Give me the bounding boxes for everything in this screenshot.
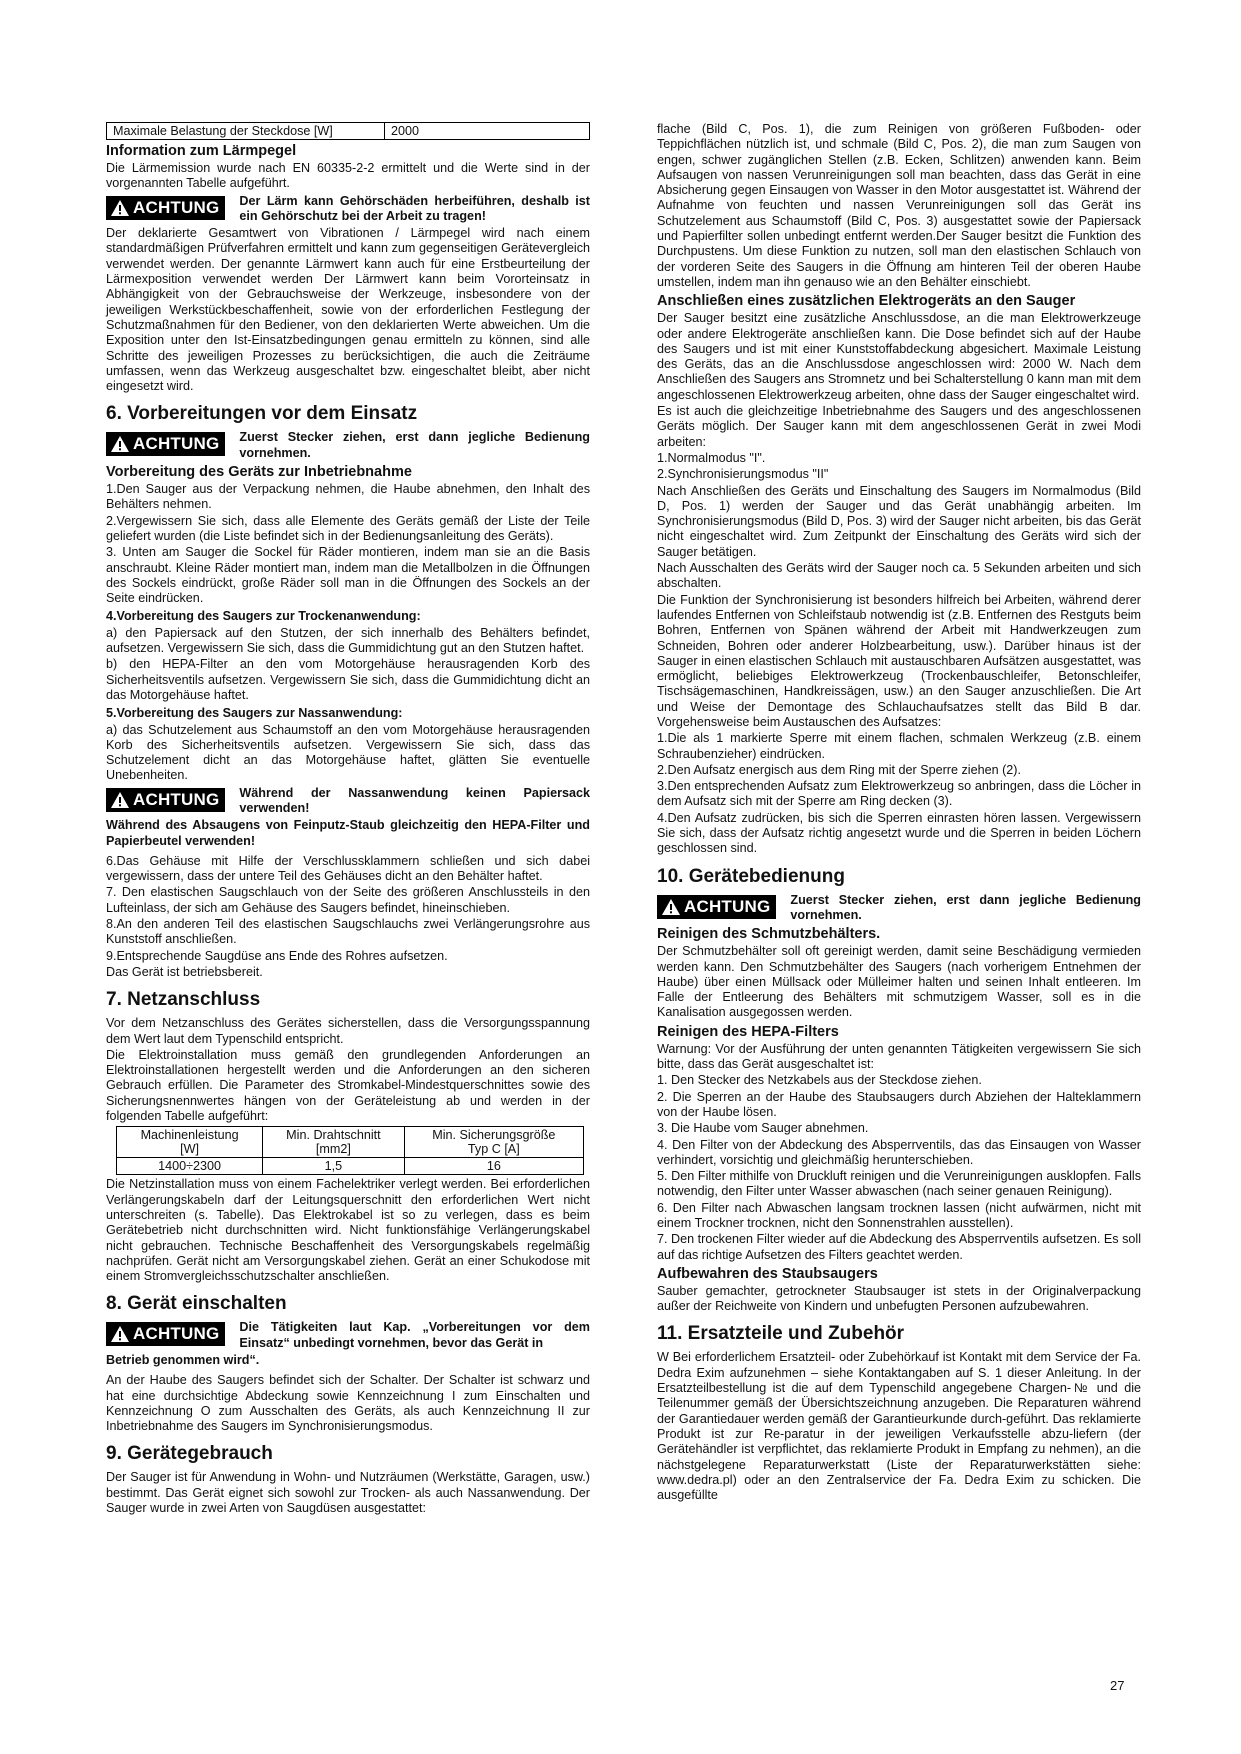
hepa-step-7: 7. Den trockenen Filter wieder auf die Abdeckung des Absperrventils aufsetzen. Es soll auf das richtige Aufsetzen des Filters geachtet werden. — [657, 1232, 1141, 1262]
noise-warning-text: Der Lärm kann Gehörschäden herbeiführen, deshalb ist ein Gehörschutz bei der Arbeit zu tragen! — [239, 193, 590, 223]
connect-step-1: 1.Die als 1 markierte Sperre mit einem flachen, schmalen Werkzeug (z.B. einem Schraubenzieher) eindrücken. — [657, 731, 1141, 761]
warning-badge-label: ACHTUNG — [133, 1324, 220, 1344]
section-6-step-1: 1.Den Sauger aus der Verpackung nehmen, die Haube abnehmen, den Inhalt des Behälters nehmen. — [106, 482, 590, 512]
dry-use-heading: 4.Vorbereitung des Saugers zur Trockenanwendung: — [106, 609, 421, 624]
section-6-subheading: Vorbereitung des Geräts zur Inbetriebnahme — [106, 464, 412, 481]
warning-triangle-icon — [110, 1325, 130, 1343]
storage-paragraph: Sauber gemachter, getrockneter Staubsauger ist stets in der Originalverpackung außer der Reichweite von Kindern und unbefugten Personen aufzubewahren. — [657, 1283, 1141, 1314]
noise-warning — [106, 194, 590, 225]
connect-paragraph-5: Die Funktion der Synchronisierung ist besonders hilfreich bei Arbeiten, während derer laufendes Entfernen von Schleifstaub notwendig ist (z.B. Entfernen des Restguts beim Bohren, Entfernen von Spänen während der Arbeit mit Handwerkzeugen zum Schneiden, Bohren oder anderer Holzbearbeitung, usw.). Darüber hinaus ist der Sauger in einen elastischen Schlauch mit austauschbaren Aufsätzen ausgestattet, was ermöglicht, beliebiges Elektrowerkzeug (Trockenbauschleifer, Betonschleifer, Tischsägemaschinen, Handkreissägen, usw.) an den Sauger anzuschließen. Die Art und Weise der Demontage des Schlauchaufsatzes stellt das Bild B dar. Vorgehensweise beim Austauschen des Aufsatzes: — [657, 592, 1141, 729]
section-6-step-8: 8.An den anderen Teil des elastischen Saugschlauchs zwei Verlängerungsrohre aus Kunststoff anschließen. — [106, 917, 590, 947]
section-11-paragraph: W Bei erforderlichem Ersatzteil- oder Zubehörkauf ist Kontakt mit dem Service der Fa. Dedra Exim aufzunehmen – siehe Kontaktangaben auf S. 1 dieser Anleitung. In der Ersatzteilbestellung ist die auf dem Typenschild angegebene Chargen-№ und die Teilenummer gemäß der Übersichtszeichnung anzugeben. Die Reparaturen während der Garantiedauer werden gemäß der Garantieurkunde durch-geführt. Das reklamierte Produkt ist zur Re-paratur in der jeweiligen Verkaufsstelle abzu-liefern (der Gerätehändler ist verpflichtet, das reklamierte Produkt in Empfang zu nehmen), an die nächstgelegene Reparaturwerkstatt (Liste der Reparaturwerkstätten siehe: www.dedra.pl) oder an den Zentralservice der Fa. Dedra Exim zu schicken. Die ausgefüllte — [657, 1350, 1141, 1503]
section-8-heading: 8. Gerät einschalten — [106, 1293, 287, 1315]
dry-use-a: a) den Papiersack auf den Stutzen, der sich innerhalb des Behälters befindet, aufsetzen. Vergewissern Sie sich, dass die Gummidichtung gut an den Stutzen haftet. — [106, 625, 590, 656]
cable-row-wire: 1,5 — [263, 1158, 405, 1175]
cable-table-header-fuse — [404, 1127, 583, 1158]
section-8-paragraph: An der Haube des Saugers befindet sich der Schalter. Der Schalter ist schwarz und hat eine durchsichtige Abdeckung sowie Kennzeichnung I zum Einschalten und Kennzeichnung O zum Ausschalten des Geräts, als auch Kennzeichnung II zur Inbetriebnahme des Saugers im Synchronisierungsmodus. — [106, 1373, 590, 1434]
page-number: 27 — [1110, 1678, 1125, 1693]
hepa-step-5: 5. Den Filter mithilfe von Druckluft reinigen und die Verunreinigungen ausklopfen. Falls notwendig, den Filter unter Wasser abwaschen (nach seiner genauen Reinigung). — [657, 1169, 1141, 1199]
hepa-step-1: 1. Den Stecker des Netzkabels aus der Steckdose ziehen. — [657, 1073, 982, 1088]
section-7-heading: 7. Netzanschluss — [106, 989, 261, 1011]
section-11-heading: 11. Ersatzteile und Zubehör — [657, 1323, 905, 1345]
section-10-heading: 10. Gerätebedienung — [657, 865, 845, 887]
section-8-warning-continued: Betrieb genommen wird“. — [106, 1353, 260, 1367]
section-10-warning-text: Zuerst Stecker ziehen, erst dann jegliche Bedienung vornehmen. — [790, 892, 1141, 922]
section-6-heading: 6. Vorbereitungen vor dem Einsatz — [106, 403, 418, 425]
wet-use-warning-text: Während der Nassanwendung keinen Papiersack verwenden! — [239, 785, 590, 815]
section-9-paragraph: Der Sauger ist für Anwendung in Wohn- und Nutzräumen (Werkstätte, Garagen, usw.) bestimmt. Das Gerät eignet sich sowohl zur Trocken- als auch Nassanwendung. Der Sauger wurde in zwei Arten von Saugdüsen ausgestattet: — [106, 1470, 590, 1516]
connect-paragraph-3: Nach Anschließen des Geräts und Einschaltung des Saugers im Normalmodus (Bild D, Pos. 1) werden der Sauger und das Gerät unabhängig arbeiten. Im Synchronisierungsmodus (Bild D, Pos. 3) wird der Sauger nicht arbeiten, bis das Gerät nicht eingeschaltet wird. Zum Zeitpunkt der Einschaltung des Geräts wird sich der Sauger betätigen. — [657, 483, 1141, 559]
warning-badge — [106, 788, 225, 812]
cable-table-header-wire — [263, 1127, 405, 1158]
warning-badge — [106, 432, 225, 456]
table-row — [117, 1158, 584, 1175]
dry-use-b: b) den HEPA-Filter an den vom Motorgehäuse herausragenden Korb des Sicherheitsventils aufsetzen. Vergewissern Sie sich, dass die Gummidichtung dicht an das Motorgehäuse haftet. — [106, 657, 590, 702]
warning-badge — [657, 895, 776, 919]
right-column — [657, 122, 1141, 1504]
warning-badge-label: ACHTUNG — [133, 789, 220, 809]
socket-load-table — [106, 122, 590, 140]
hepa-step-6: 6. Den Filter nach Abwaschen langsam trocknen lassen (nicht aufwärmen, nicht mit einem Trockner trocknen, nicht den Sonnenstrahlen ausstellen). — [657, 1200, 1141, 1230]
connect-step-2: 2.Den Aufsatz energisch aus dem Ring mit der Sperre ziehen (2). — [657, 762, 1022, 777]
noise-paragraph-1: Die Lärmemission wurde nach EN 60335-2-2 ermittelt und die Werte sind in der vorgenannten Tabelle aufgeführt. — [106, 161, 590, 191]
wet-use-a: a) das Schutzelement aus Schaumstoff an den vom Motorgehäuse herausragenden Korb des Sicherheitsventils aufsetzen. Vergewissern Sie sich, dass das Schutzelement dicht an das Motorgehäuse haftet, glätten Sie eventuelle Unebenheiten. — [106, 722, 590, 783]
section-6-step-6: 6.Das Gehäuse mit Hilfe der Verschlussklammern schließen und sich dabei vergewissern, dass der untere Teil des Gehäuses dicht an den Behälter haftet. — [106, 853, 590, 884]
connect-paragraph-2: Es ist auch die gleichzeitige Inbetriebnahme des Saugers und des angeschlossenen Geräts möglich. Der Sauger kann mit dem angeschlossenen Gerät in zwei Modi arbeiten: — [657, 404, 1141, 449]
section-6-warning-text: Zuerst Stecker ziehen, erst dann jegliche Bedienung vornehmen. — [239, 430, 590, 460]
wet-use-heading: 5.Vorbereitung des Saugers zur Nassanwendung: — [106, 706, 403, 721]
connect-heading: Anschließen eines zusätzlichen Elektrogeräts an den Sauger — [657, 293, 1076, 310]
section-7-paragraph-2: Die Elektroinstallation muss gemäß den grundlegenden Anforderungen an Elektroinstallationen hergestellt werden und die Anforderungen an den sicheren Gebrauch erfüllen. Die Parameter des Stromkabel-Mindestquerschnittes sowie des Sicherungsnennwertes hängen von der Geräteleistung ab und werden in der folgenden Tabelle aufgeführt: — [106, 1047, 590, 1124]
nozzle-paragraph: flache (Bild C, Pos. 1), die zum Reinigen von größeren Fußboden- oder Teppichflächen nützlich ist, und schmale (Bild C, Pos. 2), die man zum Saugen von engen, schwer zugänglichen Stellen (z.B. Ecken, Schlitzen) anwenden kann. Beim Aufsaugen von nassen Verunreinigungen soll man beachten, dass das Gerät in eine Absicherung gegen Einsaugen von Wasser in den Motor ausgestattet ist. Während der Aufnahme von feuchten und nassen Verunreinigungen soll das Gerät ins Schutzelement aus Schaumstoff (Bild C, Pos. 3) ausgestattet sowie der Papiersack und Papierfilter sollen unbedingt entfernt werden.Der Sauger besitzt die Funktion des Durchpustens. Um diese Funktion zu nutzen, soll man den elastischen Schlauch von der vorderen Seite des Saugers in die Öffnung am hinteren Teil der oberen Haube umstellen, indem man ihn genauso wie an den Behälter einschiebt. — [657, 122, 1141, 289]
hepa-warning: Warnung: Vor der Ausführung der unten genannten Tätigkeiten vergewissern Sie sich bitte, dass das Gerät ausgeschaltet ist: — [657, 1041, 1141, 1072]
connect-mode-2: 2.Synchronisierungsmodus "II" — [657, 467, 829, 482]
clean-container-heading: Reinigen des Schmutzbehälters. — [657, 926, 881, 943]
warning-badge-label: ACHTUNG — [133, 434, 220, 454]
socket-load-value: 2000 — [385, 123, 590, 140]
section-6-step-2: 2.Vergewissern Sie sich, dass alle Elemente des Geräts gemäß der Liste der Teile geliefert wurden (die Liste befindet sich in der Bedienungsanleitung des Geräts). — [106, 513, 590, 543]
warning-triangle-icon — [110, 435, 130, 453]
section-7-paragraph-1: Vor dem Netzanschluss des Gerätes sicherstellen, dass die Versorgungsspannung dem Wert laut dem Typenschild entspricht. — [106, 1016, 590, 1046]
cable-header-wire-line2: [mm2] — [315, 1142, 351, 1157]
section-9-heading: 9. Gerätegebrauch — [106, 1443, 273, 1465]
storage-heading: Aufbewahren des Staubsaugers — [657, 1265, 878, 1282]
warning-triangle-icon — [661, 898, 681, 916]
connect-paragraph-4: Nach Ausschalten des Geräts wird der Sauger noch ca. 5 Sekunden arbeiten und sich abschalten. — [657, 561, 1141, 591]
socket-load-label: Maximale Belastung der Steckdose [W] — [107, 123, 385, 140]
hepa-heading: Reinigen des HEPA-Filters — [657, 1023, 839, 1040]
section-7-paragraph-3: Die Netzinstallation muss von einem Fachelektriker verlegt werden. Bei erforderlichen Verlängerungskabeln darf der Leitungsquerschnitt den erforderlichen Wert nicht unterschreiten (s. Tabelle). Das Elektrokabel ist so zu verlegen, dass es beim Gerätebetrieb nicht durchschnitten wird. Nicht funktionsfähige Verlängerungskabel nicht gebrauchen. Technische Beschaffenheit des Versorgungskabels regelmäßig nachprüfen. Gerät nicht am Versorgungskabel ziehen. Gerät an einer Schukodose mit einem Stromvergleichsschutzschalter anschließen. — [106, 1177, 590, 1284]
warning-badge — [106, 196, 225, 220]
warning-triangle-icon — [110, 791, 130, 809]
section-10-warning — [657, 893, 1141, 924]
cable-header-fuse-line1: Min. Sicherungsgröße — [432, 1128, 556, 1143]
noise-heading: Information zum Lärmpegel — [106, 143, 297, 159]
noise-paragraph-2: Der deklarierte Gesamtwert von Vibrationen / Lärmpegel wird nach einem standardmäßigen Prüfverfahren ermittelt und kann zum gegenseitigen Gerätevergleich verwendet werden. Der genannte Lärmwert kann auch für eine Erstbeurteilung der Lärmexposition verwendet werden Der Lärmwert kann beim Vororteinsatz in Abhängigkeit von der Gebrauchsweise der Werkzeuge, insbesondere von der jeweiligen Werkstückbeschaffenheit, sowie von der erforderlichen Festlegung der Schutzmaßnahmen für den Bediener, von den deklarierten Werte abweichen. Um die Exposition unter den Ist-Einsatzbedingungen genau ermitteln zu können, sind alle Schritte des jeweiligen Prozesses zu berücksichtigen, die auch die Zeiträume umfassen, wenn das Werkzeug ausgeschaltet bzw. eingeschaltet bleibt, aber nicht eingesetzt wird. — [106, 226, 590, 394]
connect-mode-1: 1.Normalmodus "I". — [657, 450, 766, 465]
warning-badge-label: ACHTUNG — [133, 197, 220, 217]
cable-table-header-power — [117, 1127, 263, 1158]
cable-table — [116, 1126, 584, 1175]
cable-row-fuse: 16 — [404, 1158, 583, 1175]
section-6-step-9: 9.Entsprechende Saugdüse ans Ende des Rohres aufsetzen. — [106, 948, 448, 963]
warning-badge — [106, 1322, 225, 1346]
hepa-step-4: 4. Den Filter von der Abdeckung des Absperrventils, das das Einsaugen von Wasser verhindert, vorsichtig und gleichmäßig herunterschieben. — [657, 1137, 1141, 1167]
cable-header-wire-line1: Min. Drahtschnitt — [286, 1128, 381, 1143]
clean-container-paragraph: Der Schmutzbehälter soll oft gereinigt werden, damit seine Beschädigung vermieden werden kann. Den Schmutzbehälter des Saugers (nach vorherigem Entnehmen der Haube) über einen Müllsack oder Mülleimer halten und seinen Inhalt entleeren. Im Falle der Entleerung des Behälters mit schmutzigem Wasser, soll es in die Kanalisation ausgegossen werden. — [657, 944, 1141, 1020]
warning-badge-label: ACHTUNG — [684, 896, 771, 916]
connect-step-4: 4.Den Aufsatz zudrücken, bis sich die Sperren einrasten hören lassen. Vergewissern Sie sich, dass der Aufsatz richtig angesetzt wurde und die Sperren in beiden Löchern geschlossen sind. — [657, 810, 1141, 856]
section-6-ready: Das Gerät ist betriebsbereit. — [106, 964, 263, 979]
connect-paragraph-1: Der Sauger besitzt eine zusätzliche Anschlussdose, an die man Elektrowerkzeuge oder andere Elektrogeräte anschließen kann. Die Dose befindet sich auf der Haube des Saugers und ist mit einer Kunststoffabdeckung abgesichert. Maximale Leistung des Geräts, das an die Anschlussdose angeschlossen wird: 2000 W. Nach dem Anschließen des Saugers ans Stromnetz und bei Schalterstellung 0 kann man mit dem angeschlossenen Elektrowerkzeug arbeiten, ohne dass der Sauger eingeschaltet wird. — [657, 311, 1141, 402]
cable-header-power-line1: Machinenleistung — [140, 1128, 239, 1143]
connect-step-3: 3.Den entsprechenden Aufsatz zum Elektrowerkzeug so anbringen, dass die Löcher in dem Aufsatz sich mit der Sperre am Ring decken (3). — [657, 779, 1141, 809]
section-6-step-3: 3. Unten am Sauger die Sockel für Räder montieren, indem man sie an die Basis anschraubt. Kleine Räder montiert man, indem man die Metallbolzen in die Öffnungen des Sockels eindrückt, große Räder soll man in die Öffnungen des Sockels an der Seite eindrücken. — [106, 545, 590, 606]
section-8-warning-text: Die Tätigkeiten laut Kap. „Vorbereitungen vor dem Einsatz“ unbedingt vornehmen, bevor das Gerät in — [239, 1320, 590, 1350]
section-8-warning — [106, 1320, 590, 1351]
cable-header-power-line2: [W] — [180, 1142, 200, 1157]
hepa-step-3: 3. Die Haube vom Sauger abnehmen. — [657, 1121, 869, 1136]
section-6-step-7: 7. Den elastischen Saugschlauch von der Seite des größeren Anschlussteils in den Lufteinlass, der sich am Gehäuse des Saugers befindet, hineinschieben. — [106, 885, 590, 915]
cable-row-power: 1400÷2300 — [117, 1158, 263, 1175]
cable-header-fuse-line2: Typ C [A] — [467, 1142, 520, 1157]
hepa-step-2: 2. Die Sperren an der Haube des Staubsaugers durch Abziehen der Halteklammern von der Haube lösen. — [657, 1089, 1141, 1119]
wet-use-warning — [106, 786, 590, 817]
hepa-bold-note: Während des Absaugens von Feinputz-Staub gleichzeitig den HEPA-Filter und Papierbeutel verwenden! — [106, 818, 590, 848]
warning-triangle-icon — [110, 199, 130, 217]
left-column — [106, 122, 590, 1517]
section-6-warning — [106, 430, 590, 461]
